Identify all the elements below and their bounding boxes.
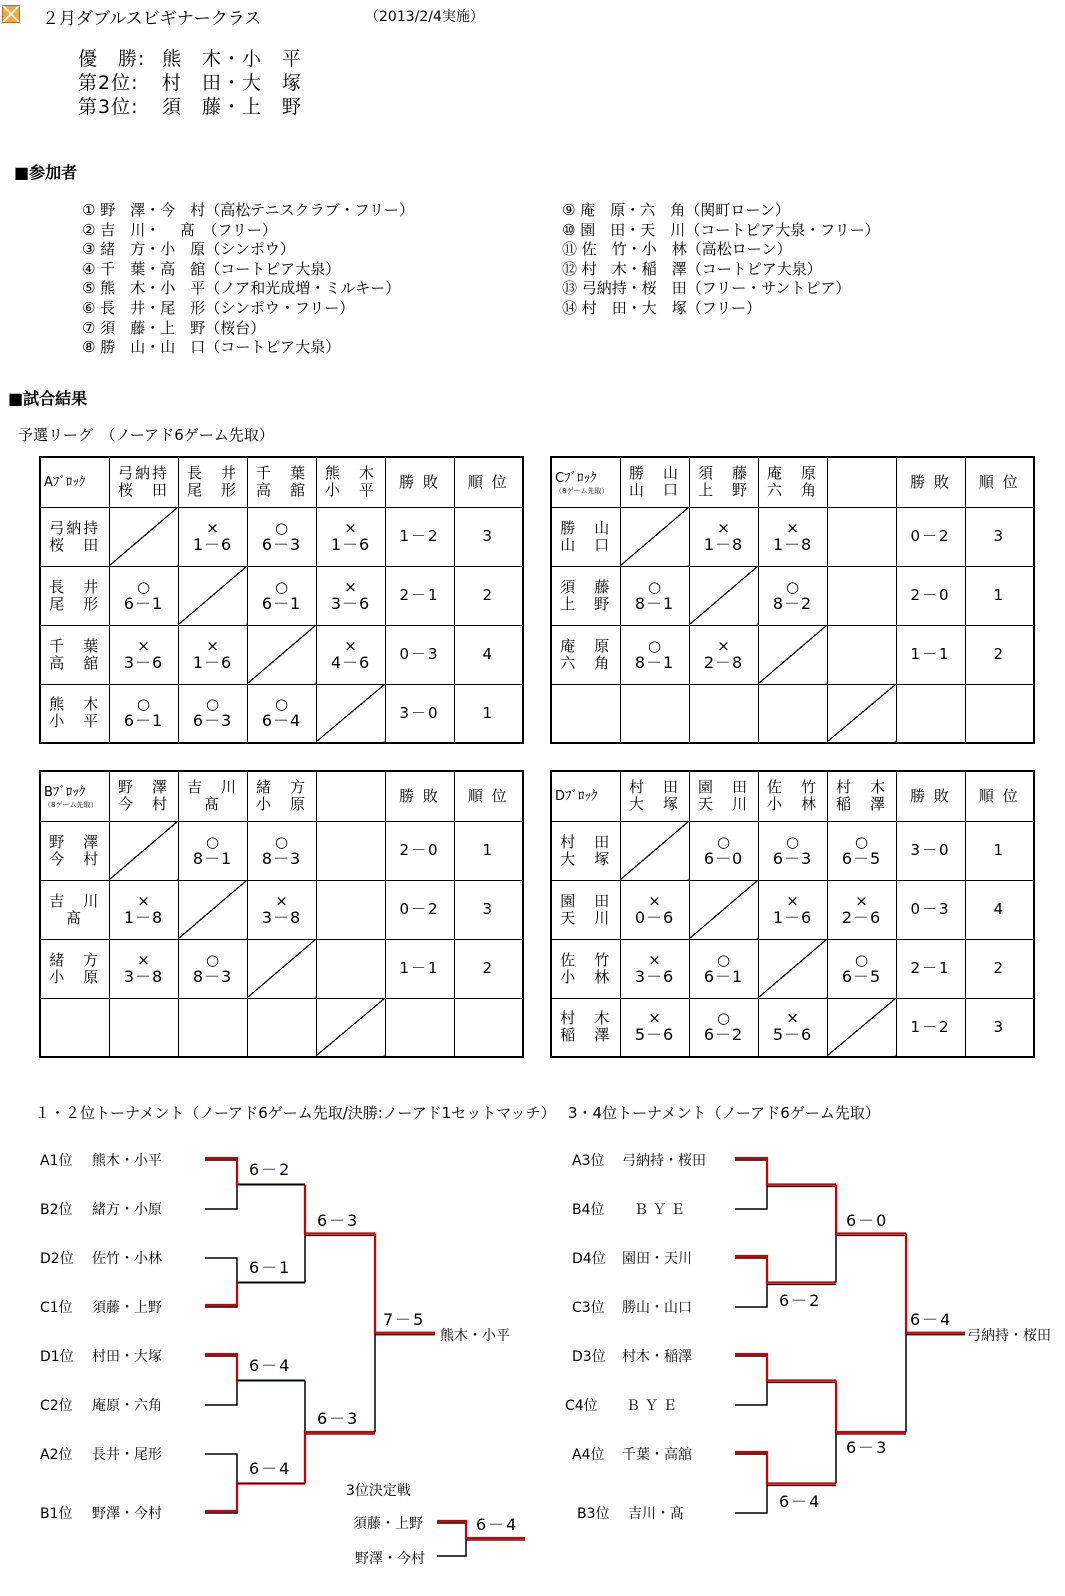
result-score: 8－1 [634, 652, 675, 672]
result-mark: ○ [854, 832, 869, 851]
team-entry: 村田・大塚 [92, 1349, 162, 1365]
bracket-line [735, 1452, 836, 1484]
team-name-top: 須 藤 [697, 464, 749, 483]
team-entry: 長井・尾形 [92, 1447, 162, 1463]
team-name-bottom: 大 塚 [560, 849, 612, 868]
third-names: 須 藤・上 野 [162, 96, 303, 118]
result-score: 4－6 [330, 652, 371, 672]
result-score: 6－1 [703, 966, 744, 986]
round1-score: 6－1 [249, 1257, 292, 1277]
result-mark: ○ [274, 695, 289, 714]
seed-label: B4位 [572, 1202, 605, 1218]
team-name-bottom: 六 角 [560, 653, 612, 672]
bracket-line [735, 1454, 767, 1513]
result-mark: ○ [205, 695, 220, 714]
bracket-line [735, 1356, 767, 1405]
rank-value: 2 [993, 645, 1006, 663]
win-loss-value: 1－1 [399, 959, 440, 977]
result-mark: × [206, 636, 219, 655]
team-entry: 須藤・上野 [92, 1300, 162, 1316]
win-loss-value: 1－2 [910, 1017, 951, 1036]
winner-names: 熊 木・小 平 [162, 48, 303, 70]
result-score: 3－8 [123, 966, 164, 986]
seed-label: C3位 [572, 1300, 605, 1316]
team-entry: 園田・天川 [622, 1251, 692, 1267]
bracket-line [437, 1523, 466, 1556]
result-mark: ○ [716, 832, 731, 851]
third-score: 6－4 [476, 1515, 519, 1534]
result-score: 8－2 [772, 593, 813, 613]
team-name-bottom: 今 村 [117, 795, 169, 814]
rank-value: 2 [993, 959, 1006, 977]
result-score: 1－8 [772, 534, 813, 554]
team-name-bottom: 稲 澤 [835, 795, 887, 814]
participant-5: ⑤ 熊 木・小 平（ノア和光成増・ミルキー） [82, 279, 401, 298]
result-mark: ○ [785, 577, 800, 596]
result-mark: × [137, 950, 150, 969]
participant-6: ⑥ 長 井・尾 形（シンポウ・フリー） [82, 299, 355, 317]
result-score: 5－6 [634, 1025, 675, 1045]
round2-score: 6－3 [317, 1409, 360, 1428]
result-mark: × [648, 950, 661, 969]
page-title: ２月ダブルスビギナークラス [42, 9, 262, 29]
bracket-line [205, 1454, 237, 1513]
result-mark: × [786, 1009, 799, 1028]
participant-4: ④ 千 葉・高 舘（コートピア大泉） [82, 259, 341, 278]
rank-value: 1 [993, 586, 1006, 604]
league-heading: 予選リーグ （ノーアド6ゲーム先取） [18, 426, 274, 444]
result-score: 0－6 [634, 907, 675, 927]
team-entry: 勝山・山口 [622, 1300, 692, 1316]
team-name-top: 村 田 [560, 832, 612, 851]
rank-header-text: 順 位 [467, 472, 509, 491]
wl-header-text: 勝 敗 [399, 472, 440, 491]
seed-label: B3位 [577, 1506, 610, 1522]
participant-7: ⑦ 須 藤・上 野（桜台） [82, 318, 266, 337]
participant-8: ⑧ 勝 山・山 口（コートピア大泉） [82, 338, 341, 357]
win-loss-value: 2－1 [910, 959, 951, 977]
rank-value: 3 [993, 1017, 1006, 1036]
win-loss-value: 2－1 [399, 586, 440, 604]
result-score: 1－6 [772, 907, 813, 927]
participant-3: ③ 緒 方・小 原（シンポウ） [82, 240, 295, 259]
result-score: 3－6 [634, 966, 675, 986]
team-name-bottom: 大 塚 [628, 795, 680, 814]
result-mark: × [786, 518, 799, 537]
win-loss-value: 0－2 [910, 527, 951, 545]
win-loss-value: 2－0 [399, 841, 440, 859]
seed-label: D1位 [40, 1349, 74, 1365]
result-mark: ○ [274, 518, 289, 537]
final-score: 7－5 [383, 1309, 426, 1329]
team-name-top: 村 木 [835, 778, 887, 797]
rank-header-text: 順 位 [978, 786, 1020, 805]
block-name: Bﾌﾞﾛｯｸ [44, 784, 86, 800]
third-place-heading: 3位決定戦 [346, 1483, 411, 1499]
team-name-top: 熊 木 [49, 695, 101, 714]
team-name-top: 吉 川 [49, 891, 101, 910]
team-name-bottom: 山 口 [560, 535, 612, 554]
team-name-top: 村 田 [628, 778, 680, 797]
result-mark: × [648, 891, 661, 910]
result-score: 6－3 [261, 534, 302, 554]
event-date: （2013/2/4実施） [365, 9, 484, 25]
participant-10: ⑩ 園 田・天 川（コートピア大泉・フリー） [562, 220, 880, 239]
tournament34-heading: 3・4位トーナメント（ノーアド6ゲーム先取） [568, 1104, 880, 1122]
team-name-bottom: 小 林 [560, 967, 612, 986]
result-score: 3－6 [330, 593, 371, 613]
result-score: 5－6 [772, 1025, 813, 1045]
seed-label: D4位 [572, 1251, 606, 1267]
second-names: 村 田・大 塚 [162, 72, 303, 94]
round1-score: 6－2 [779, 1290, 822, 1310]
team-name-top: 勝 山 [628, 464, 680, 483]
rank-value: 3 [993, 527, 1006, 545]
participant-2: ② 吉 川・ 髙 （フリー） [82, 220, 277, 239]
result-score: 1－6 [330, 534, 371, 554]
team-name-top: 緒 方 [255, 778, 307, 797]
team-name-top: 長 井 [49, 577, 101, 596]
team-entry: 佐竹・小林 [92, 1251, 162, 1267]
team-name-bottom: 髙 [203, 795, 221, 814]
result-mark: ○ [785, 832, 800, 851]
participant-9: ⑨ 庵 原・六 角（関町ローン） [562, 201, 790, 219]
win-loss-value: 3－0 [399, 703, 440, 722]
seed-label: C2位 [40, 1398, 73, 1414]
result-score: 8－1 [634, 593, 675, 613]
team-name-bottom: 六 角 [766, 481, 818, 500]
third-entry: 野澤・今村 [355, 1551, 425, 1567]
rank-value: 2 [482, 959, 495, 977]
result-mark: ○ [716, 1009, 731, 1028]
wl-header-text: 勝 敗 [910, 786, 951, 805]
result-score: 8－1 [192, 848, 233, 868]
team-entry: 弓納持・桜田 [622, 1153, 706, 1169]
final-score: 6－4 [910, 1309, 953, 1329]
result-mark: ○ [647, 636, 662, 655]
team-name-bottom: 小 林 [766, 795, 818, 814]
participants-heading: ■参加者 [14, 163, 78, 182]
team-name-top: 佐 竹 [560, 950, 612, 969]
team-name-bottom: 尾 形 [186, 481, 238, 500]
team-entry: 緒方・小原 [92, 1202, 162, 1218]
participant-14: ⑭ 村 田・大 塚（フリー） [562, 299, 762, 317]
bracket-line [735, 1258, 767, 1307]
rank-value: 4 [993, 900, 1006, 918]
wl-header-text: 勝 敗 [399, 786, 440, 805]
result-score: 6－0 [703, 848, 744, 868]
seed-label: C4位 [565, 1398, 598, 1414]
team-name-top: 弓納持 [117, 464, 169, 483]
team-entry: 庵原・六角 [92, 1398, 162, 1414]
block-note: （8ゲーム先取） [555, 486, 609, 495]
team-name-bottom: 桜 田 [49, 535, 101, 554]
team-name-bottom: 小 平 [49, 712, 101, 731]
bracket-line [735, 1160, 767, 1209]
champion-name: 熊木・小平 [440, 1327, 510, 1344]
round1-score: 6－2 [249, 1159, 292, 1179]
result-mark: × [344, 577, 357, 596]
round1-score: 6－4 [249, 1458, 292, 1478]
team-entry: Ｂ Ｙ Ｅ [634, 1202, 685, 1218]
team-name-top: 野 澤 [117, 778, 169, 797]
result-score: 8－3 [192, 966, 233, 986]
result-mark: ○ [205, 832, 220, 851]
team-entry: 村木・稲澤 [622, 1349, 692, 1365]
result-score: 2－6 [841, 907, 882, 927]
participant-12: ⑫ 村 木・稲 澤（コートピア大泉） [562, 259, 822, 278]
rank-value: 1 [993, 841, 1006, 859]
result-mark: × [275, 891, 288, 910]
seed-label: A2位 [40, 1447, 73, 1463]
team-name-bottom: 尾 形 [49, 594, 101, 613]
result-score: 6－4 [261, 711, 302, 731]
result-score: 6－1 [123, 711, 164, 731]
rank-value: 3 [482, 900, 495, 918]
rank-header-text: 順 位 [978, 472, 1020, 491]
result-mark: ○ [854, 950, 869, 969]
result-mark: × [717, 518, 730, 537]
team-name-top: 庵 原 [560, 636, 612, 655]
round1-score: 6－4 [249, 1355, 292, 1375]
result-mark: × [137, 636, 150, 655]
bracket-line [735, 1158, 836, 1185]
result-mark: × [648, 1009, 661, 1028]
bracket-line [735, 1354, 836, 1381]
champion-name: 弓納持・桜田 [967, 1327, 1051, 1344]
results-heading: ■試合結果 [8, 389, 88, 408]
rank-value: 4 [482, 645, 495, 663]
win-loss-value: 0－3 [399, 645, 440, 663]
rank-value: 2 [482, 586, 495, 604]
team-name-top: 千 葉 [49, 636, 101, 655]
participant-11: ⑪ 佐 竹・小 林（高松ローン） [562, 240, 792, 259]
bracket-line [205, 1283, 305, 1306]
team-entry: 野澤・今村 [92, 1506, 162, 1522]
result-mark: × [717, 636, 730, 655]
second-place: 第2位: [78, 72, 139, 94]
wl-header-text: 勝 敗 [910, 472, 951, 491]
participant-13: ⑬ 弓納持・桜 田（フリー・サントピア） [562, 279, 851, 298]
team-name-bottom: 天 川 [697, 795, 749, 814]
result-mark: ○ [716, 950, 731, 969]
team-name-bottom: 稲 澤 [560, 1026, 612, 1045]
team-name-bottom: 桜 田 [117, 481, 169, 500]
team-entry: Ｂ Ｙ Ｅ [626, 1398, 677, 1414]
win-loss-value: 2－0 [910, 586, 951, 604]
result-mark: ○ [647, 577, 662, 596]
bracket-line [205, 1356, 237, 1405]
seed-label: B2位 [40, 1202, 73, 1218]
bracket-line [205, 1160, 237, 1209]
team-name-top: 長 井 [186, 464, 238, 483]
result-mark: × [786, 891, 799, 910]
team-name-bottom: 高 舘 [49, 653, 101, 672]
win-loss-value: 1－2 [399, 527, 440, 545]
seed-label: D2位 [40, 1251, 74, 1267]
result-mark: ○ [136, 577, 151, 596]
team-name-top: 園 田 [697, 778, 749, 797]
result-mark: × [137, 891, 150, 910]
third-place: 第3位: [78, 96, 139, 118]
team-name-bottom: 天 川 [560, 908, 612, 927]
result-mark: × [206, 518, 219, 537]
round2-score: 6－3 [846, 1438, 889, 1457]
result-mark: ○ [205, 950, 220, 969]
block-name: Aﾌﾞﾛｯｸ [44, 474, 86, 490]
seed-label: D3位 [572, 1349, 606, 1365]
round2-score: 6－3 [317, 1210, 360, 1230]
win-loss-value: 1－1 [910, 645, 951, 663]
win-loss-value: 0－3 [910, 900, 951, 918]
round1-score: 6－4 [779, 1491, 822, 1511]
win-loss-value: 3－0 [910, 841, 951, 859]
result-score: 6－1 [261, 593, 302, 613]
result-score: 2－8 [703, 652, 744, 672]
result-score: 1－8 [703, 534, 744, 554]
team-name-top: 佐 竹 [766, 778, 818, 797]
team-name-bottom: 高 舘 [255, 481, 307, 500]
team-name-bottom: 山 口 [628, 481, 680, 500]
team-name-top: 熊 木 [324, 464, 376, 483]
result-mark: × [344, 636, 357, 655]
result-score: 6－5 [841, 966, 882, 986]
block-name: Cﾌﾞﾛｯｸ [555, 470, 597, 486]
result-mark: ○ [274, 832, 289, 851]
team-name-top: 吉 川 [186, 778, 238, 797]
team-name-bottom: 小 原 [49, 967, 101, 986]
win-loss-value: 0－2 [399, 900, 440, 918]
result-mark: × [855, 891, 868, 910]
team-name-top: 須 藤 [560, 577, 612, 596]
team-entry: 吉川・髙 [628, 1506, 684, 1522]
result-score: 6－3 [772, 848, 813, 868]
team-name-top: 庵 原 [766, 464, 818, 483]
seed-label: C1位 [40, 1300, 73, 1316]
participant-1: ① 野 澤・今 村（高松テニスクラブ・フリー） [82, 201, 415, 219]
result-mark: × [344, 518, 357, 537]
rank-value: 1 [482, 703, 495, 722]
round2-score: 6－0 [846, 1210, 889, 1230]
result-mark: ○ [274, 577, 289, 596]
seed-label: A3位 [572, 1153, 605, 1169]
team-name-top: 園 田 [560, 891, 612, 910]
block-note: （8ゲーム先取） [44, 800, 98, 809]
team-name-bottom: 小 平 [324, 481, 376, 500]
rank-header-text: 順 位 [467, 786, 509, 805]
bracket-line [305, 1432, 375, 1484]
result-score: 3－6 [123, 652, 164, 672]
team-name-top: 千 葉 [255, 464, 307, 483]
result-score: 6－2 [703, 1025, 744, 1045]
result-score: 6－1 [123, 593, 164, 613]
winner-place: 優 勝: [78, 48, 146, 70]
result-score: 6－5 [841, 848, 882, 868]
team-name-top: 弓納持 [49, 518, 101, 537]
rank-value: 3 [482, 527, 495, 545]
bracket-line [735, 1256, 836, 1283]
bracket-line [205, 1258, 237, 1307]
result-mark: ○ [136, 695, 151, 714]
team-name-top: 野 澤 [49, 832, 101, 851]
seed-label: B1位 [40, 1506, 73, 1522]
team-entry: 千葉・高舘 [622, 1447, 692, 1463]
team-name-bottom: 上 野 [560, 594, 612, 613]
team-name-bottom: 今 村 [49, 849, 101, 868]
block-name: Dﾌﾞﾛｯｸ [555, 788, 598, 804]
bracket-line [205, 1484, 305, 1512]
bracket-line [836, 1381, 906, 1433]
team-name-bottom: 髙 [66, 908, 84, 927]
team-name-bottom: 上 野 [697, 481, 749, 500]
result-score: 1－6 [192, 652, 233, 672]
team-name-top: 勝 山 [560, 518, 612, 537]
result-score: 1－6 [192, 534, 233, 554]
rank-value: 1 [482, 841, 495, 859]
seed-label: A1位 [40, 1153, 73, 1169]
team-name-top: 村 木 [560, 1009, 612, 1028]
team-entry: 熊木・小平 [92, 1153, 162, 1169]
seed-label: A4位 [572, 1447, 605, 1463]
team-name-top: 緒 方 [49, 950, 101, 969]
result-score: 6－3 [192, 711, 233, 731]
tournament12-heading: １・２位トーナメント（ノーアド6ゲーム先取/決勝:ノーアド1セットマッチ） [35, 1104, 556, 1122]
result-score: 8－3 [261, 848, 302, 868]
third-entry: 須藤・上野 [353, 1516, 423, 1532]
team-name-bottom: 小 原 [255, 795, 307, 814]
result-score: 3－8 [261, 907, 302, 927]
result-score: 1－8 [123, 907, 164, 927]
